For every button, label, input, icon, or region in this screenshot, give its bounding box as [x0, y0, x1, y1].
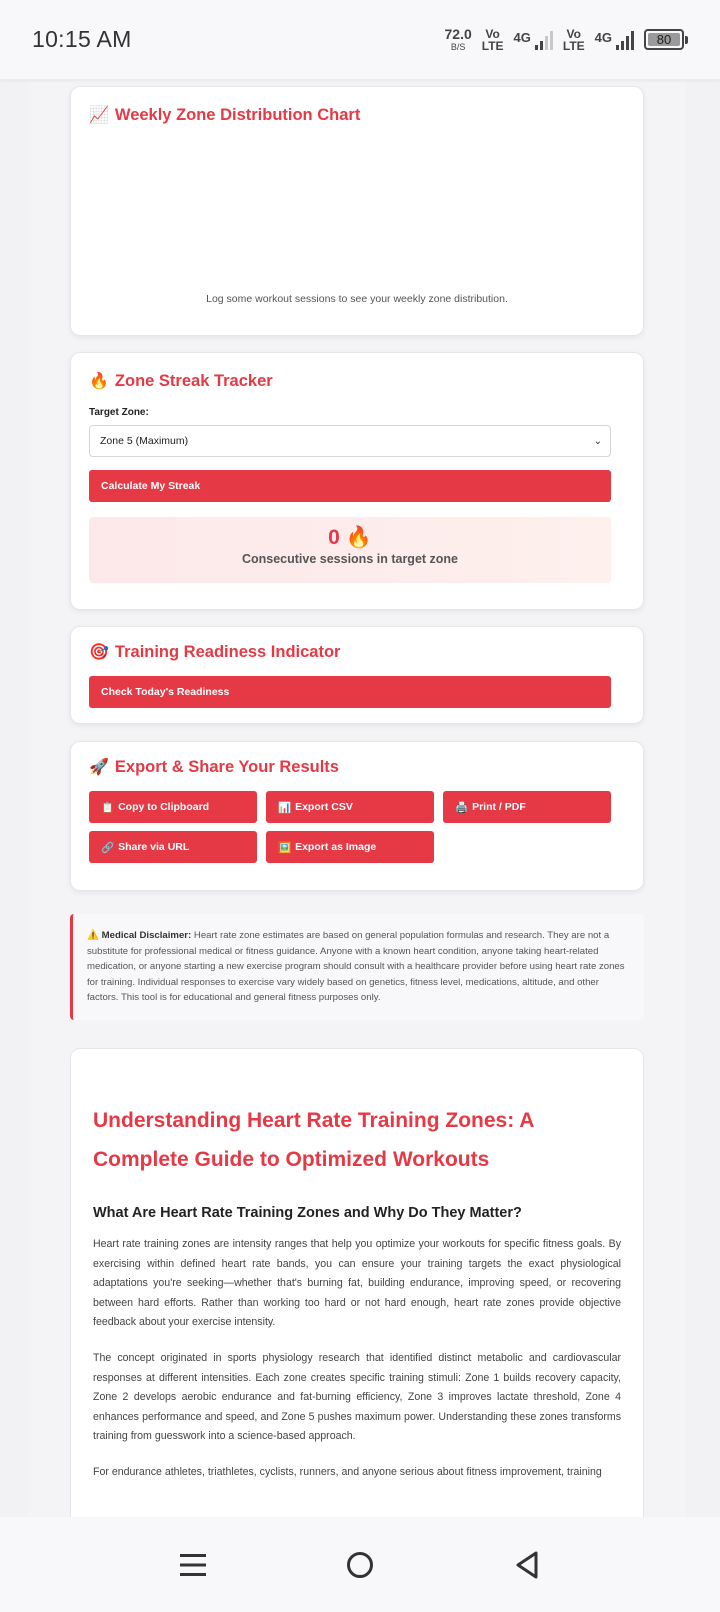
- menu-icon: [178, 1550, 208, 1580]
- chart-card-title-text: Weekly Zone Distribution Chart: [114, 105, 361, 124]
- streak-card-title: [89, 371, 273, 391]
- article-paragraph: Heart rate training zones are intensity ranges that help you optimize your workouts for specific fitness goals. By exercising within defined heart rate bands, you can ensure your training targets the exact physiological adaptations you're seeking—whether that's burning fat, building endurance, improving speed, or recovering between hard efforts. Rather than working too hard or not hard enough, heart rate zones provide objective feedback about your exercise intensity.: [93, 1238, 621, 1329]
- streak-value-row: [89, 526, 611, 550]
- export-card-title: [89, 757, 339, 777]
- print-pdf-button[interactable]: [443, 791, 611, 823]
- print-pdf-label: Print / PDF: [472, 801, 526, 813]
- export-csv-label: Export CSV: [295, 801, 353, 813]
- article-title: Understanding Heart Rate Training Zones: A Complete Guide to Optimized Workouts: [93, 1109, 534, 1171]
- streak-result: [89, 517, 611, 583]
- export-image-label: Export as Image: [295, 841, 377, 853]
- printer-icon: 🖨️: [455, 801, 469, 814]
- home-circle-icon: [345, 1550, 375, 1580]
- export-csv-button[interactable]: [266, 791, 434, 823]
- chevron-down-icon: ⌄: [593, 435, 602, 447]
- network-speed: [445, 27, 472, 52]
- share-url-label: Share via URL: [118, 841, 190, 853]
- target-zone-selected: Zone 5 (Maximum): [100, 435, 189, 447]
- disclaimer-text: Heart rate zone estimates are based on general population formulas and research. They are not a substitute for professional medical or fitness guidance. Anyone with a known heart condition, anyone taking heart-related medication, or anyone starting a new exercise program should consult with a healthcare provider before using heart rate zones for training. Individual responses to exercise vary widely based on genetics, fitness level, medications, altitude, and other factors. This tool is for educational and general fitness purposes only.: [87, 930, 625, 1004]
- battery-icon: [644, 29, 688, 50]
- share-url-button[interactable]: [89, 831, 257, 863]
- sim2-network-type: 4G: [594, 29, 612, 45]
- streak-card-title-text: Zone Streak Tracker: [114, 371, 273, 390]
- status-time: 10:15 AM: [32, 26, 132, 52]
- status-icons: [445, 27, 689, 52]
- article-paragraph: For endurance athletes, triathletes, cyclists, runners, and anyone serious about fitness improvement, training: [93, 1465, 602, 1478]
- article-paragraph: The concept originated in sports physiology research that identified distinct metabolic and cardiovascular responses at different intensities. Each zone creates specific training stimuli: Zone 1 builds recovery capacity, Zone 2 develops aerobic endurance and fat-burning efficiency, Zone 3 improves lactate threshold, Zone 4 enhances performance and speed, and Zone 5 pushes maximum power. Understanding these zones transforms training from guesswork into a science-based approach.: [93, 1351, 621, 1443]
- back-triangle-icon: [512, 1550, 542, 1580]
- sim1-volte-icon: [482, 28, 504, 52]
- sim2-volte-icon: [563, 28, 585, 52]
- battery-level: 80: [648, 33, 680, 46]
- streak-value: 0: [328, 526, 340, 549]
- sim1-volte-top: Vo: [485, 26, 500, 41]
- chart-empty-message: Log some workout sessions to see your weekly zone distribution.: [206, 293, 508, 305]
- chart-icon: 📈: [89, 107, 109, 124]
- sim1-signal-icon: [514, 30, 553, 50]
- fire-icon: 🔥: [89, 373, 109, 390]
- readiness-card-title: [89, 642, 340, 662]
- target-zone-label: Target Zone:: [89, 407, 149, 418]
- system-nav-bar: [0, 1517, 720, 1612]
- sim1-network-type: 4G: [513, 29, 531, 45]
- home-button[interactable]: [330, 1535, 390, 1595]
- recent-apps-button[interactable]: [163, 1535, 223, 1595]
- article-section: [70, 1048, 644, 1517]
- sim2-signal-icon: [595, 30, 634, 50]
- web-page: [28, 80, 686, 1517]
- zone-streak-card: [70, 352, 644, 610]
- link-icon: 🔗: [101, 841, 115, 854]
- sim2-volte-top: Vo: [566, 26, 581, 41]
- readiness-card-title-text: Training Readiness Indicator: [114, 642, 341, 661]
- streak-caption: Consecutive sessions in target zone: [241, 552, 459, 566]
- disclaimer-label: Medical Disclaimer:: [101, 930, 192, 941]
- sim1-volte-bottom: LTE: [481, 38, 504, 53]
- export-image-button[interactable]: [266, 831, 434, 863]
- status-bar: [0, 0, 720, 80]
- target-zone-select[interactable]: [89, 425, 611, 457]
- streak-fire-icon: 🔥: [345, 526, 372, 549]
- rocket-icon: 🚀: [89, 759, 109, 776]
- image-icon: 🖼️: [278, 841, 292, 854]
- export-share-card: [70, 741, 644, 891]
- target-icon: 🎯: [89, 644, 109, 661]
- clipboard-icon: 📋: [101, 801, 115, 814]
- export-card-title-text: Export & Share Your Results: [114, 757, 339, 776]
- chart-card-title: [89, 105, 360, 125]
- bar-chart-icon: 📊: [278, 801, 292, 814]
- copy-clipboard-label: Copy to Clipboard: [118, 801, 210, 813]
- network-speed-unit: B/S: [450, 42, 466, 52]
- calculate-streak-button[interactable]: Calculate My Streak: [89, 470, 611, 502]
- check-readiness-button[interactable]: Check Today's Readiness: [89, 676, 611, 708]
- training-readiness-card: [70, 626, 644, 724]
- back-button[interactable]: [497, 1535, 557, 1595]
- medical-disclaimer: [70, 914, 644, 1020]
- weekly-zone-chart-card: [70, 86, 644, 336]
- sim2-volte-bottom: LTE: [562, 38, 585, 53]
- copy-clipboard-button[interactable]: [89, 791, 257, 823]
- warning-icon: ⚠️: [87, 930, 99, 941]
- network-speed-value: 72.0: [444, 26, 472, 42]
- article-subtitle: What Are Heart Rate Training Zones and Why Do They Matter?: [93, 1205, 522, 1221]
